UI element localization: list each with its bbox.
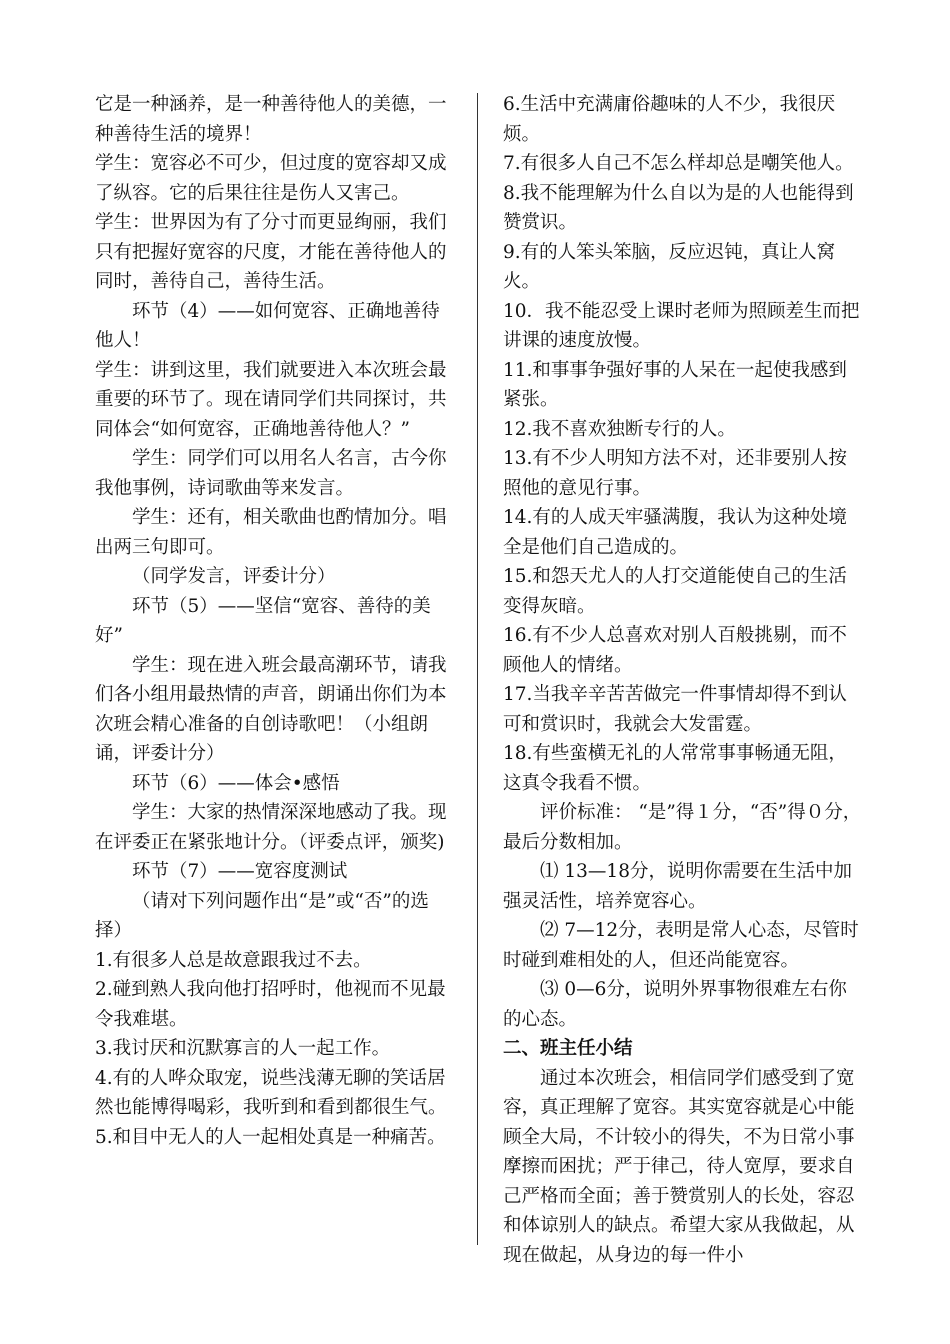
summary-paragraph: 通过本次班会，相信同学们感受到了宽容，真正理解了宽容。其实宽容就是心中能顾全大局，不计较小的得失，不为日常小事摩擦而困扰；严于律己，待人宽厚，要求自己严格而全面；善于赞赏别人的长处，容忍和体谅别人的缺点。希望大家从我做起，从现在做起，从身边的每一件小 — [503, 1067, 855, 1266]
paragraph: 2.碰到熟人我向他打招呼时，他视而不见最令我难堪。 — [95, 979, 446, 1030]
paragraph: ⑵ 7—12分，表明是常人心态，尽管时时碰到难相处的人，但还尚能宽容。 — [503, 920, 859, 971]
paragraph: 1.有很多人总是故意跟我过不去。 — [95, 949, 372, 971]
paragraph: 学生：讲到这里，我们就要进入本次班会最重要的环节了。现在请同学们共同探讨，共同体会“如何宽容，正确地善待他人？” — [95, 359, 447, 440]
paragraph: 学生：同学们可以用名人名言，古今你我他事例，诗词歌曲等来发言。 — [95, 448, 447, 499]
paragraph: ⑴ 13—18分，说明你需要在生活中加强灵活性，培养宽容心。 — [503, 861, 852, 912]
paragraph: 4.有的人哗众取宠，说些浅薄无聊的笑话居然也能博得喝彩，我听到和看到都很生气。 — [95, 1067, 447, 1118]
left-column — [95, 90, 453, 1152]
paragraph: 5.和目中无人的人一起相处真是一种痛苦。 — [95, 1126, 446, 1148]
paragraph: 9.有的人笨头笨脑，反应迟钝，真让人窝火。 — [503, 241, 836, 292]
paragraph: 评价标准： “是”得１分，“否”得０分，最后分数相加。 — [503, 802, 862, 853]
paragraph: 7.有很多人自己不怎么样却总是嘲笑他人。 — [503, 153, 854, 174]
paragraph: 14.有的人成天牢骚满腹，我认为这种处境全是他们自己造成的。 — [503, 507, 847, 558]
paragraph: 学生：宽容必不可少，但过度的宽容却又成了纵容。它的后果往往是伤人又害己。 — [95, 153, 447, 204]
section-heading: 二、班主任小结 — [503, 1038, 633, 1059]
paragraph: 环节（4）——如何宽容、正确地善待他人！ — [95, 300, 440, 351]
paragraph: 11.和事事争强好事的人呆在一起使我感到紧张。 — [503, 359, 847, 410]
paragraph: ⑶ 0—6分，说明外界事物很难左右你的心态。 — [503, 979, 847, 1030]
paragraph: 13.有不少人明知方法不对，还非要别人按照他的意见行事。 — [503, 448, 847, 499]
paragraph: 学生：世界因为有了分寸而更显绚丽，我们只有把握好宽容的尺度，才能在善待他人的同时，善待自己，善待生活。 — [95, 212, 447, 292]
paragraph: 12.我不喜欢独断专行的人。 — [503, 418, 736, 440]
paragraph: 18.有些蛮横无礼的人常常事事畅通无阻，这真令我看不惯。 — [503, 743, 847, 794]
paragraph: 16.有不少人总喜欢对别人百般挑剔，而不顾他人的情绪。 — [503, 625, 847, 676]
paragraph: 学生：现在进入班会最高潮环节，请我们各小组用最热情的声音，朗诵出你们为本次班会精心准备的自创诗歌吧！（小组朗诵，评委计分） — [95, 654, 447, 764]
column-divider — [477, 93, 478, 1245]
right-paragraphs — [503, 90, 863, 1034]
paragraph: 8.我不能理解为什么自以为是的人也能得到赞赏识。 — [503, 182, 854, 233]
paragraph: 15.和怨天尤人的人打交道能使自己的生活变得灰暗。 — [503, 566, 847, 617]
paragraph: 学生：大家的热情深深地感动了我。现在评委正在紧张地计分。（评委点评，颁奖) — [95, 802, 447, 853]
paragraph: 环节（5）——坚信“宽容、善待的美好” — [95, 595, 431, 646]
paragraph: （同学发言，评委计分） — [132, 566, 336, 587]
paragraph: 6.生活中充满庸俗趣味的人不少，我很厌烦。 — [503, 94, 836, 145]
paragraph: 环节（6）——体会•感悟 — [132, 772, 340, 794]
paragraph: 3.我讨厌和沉默寡言的人一起工作。 — [95, 1038, 391, 1059]
paragraph: 学生：还有，相关歌曲也酌情加分。唱出两三句即可。 — [95, 507, 447, 558]
paragraph: 17.当我辛辛苦苦做完一件事情却得不到认可和赏识时，我就会大发雷霆。 — [503, 684, 847, 735]
paragraph: （请对下列问题作出“是”或“否”的选择） — [95, 890, 429, 941]
paragraph: 环节（7）——宽容度测试 — [132, 861, 348, 882]
paragraph: 它是一种涵养，是一种善待他人的美德，一种善待生活的境界！ — [95, 94, 447, 145]
right-column — [503, 90, 863, 1270]
paragraph: 10．我不能忍受上课时老师为照顾差生而把讲课的速度放慢。 — [503, 300, 860, 351]
